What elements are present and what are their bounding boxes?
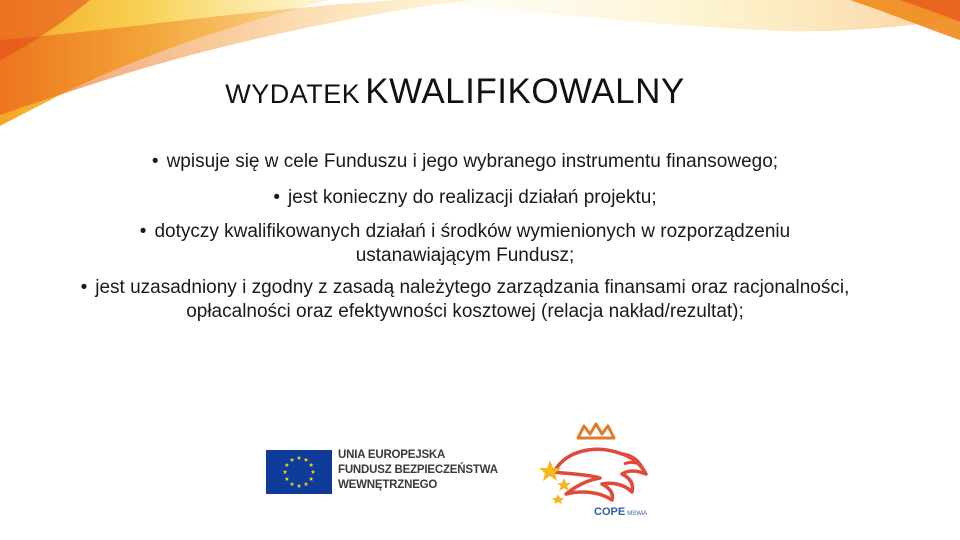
bullet-icon: • xyxy=(273,187,281,208)
title-word-1: WYDATEK xyxy=(225,79,361,109)
slide-title xyxy=(0,72,910,112)
list-item-text: jest uzasadniony i zgodny z zasadą należytego zarządzania finansami oraz racjonalności, opłacalności oraz efektywności kosztowej (relacja nakład/rezultat); xyxy=(95,277,850,322)
list-item xyxy=(70,220,860,268)
cope-eagle-icon xyxy=(536,420,656,504)
title-word-2: KWALIFIKOWALNY xyxy=(365,72,685,111)
cope-name: COPE xyxy=(594,506,626,518)
cope-label xyxy=(594,502,647,520)
eu-label-line-1: UNIA EUROPEJSKA xyxy=(338,449,446,461)
decorative-swoosh xyxy=(0,0,960,140)
eu-fund-logo xyxy=(266,448,536,496)
list-item xyxy=(0,150,930,174)
eu-fund-label xyxy=(338,448,538,493)
list-item-text: dotyczy kwalifikowanych działań i środków wymienionych w rozporządzeniu ustanawiającym Fundusz; xyxy=(154,221,791,266)
list-item-text: wpisuje się w cele Funduszu i jego wybranego instrumentu finansowego; xyxy=(166,151,779,172)
bullet-icon: • xyxy=(80,277,88,298)
bullet-icon: • xyxy=(139,221,147,242)
list-item xyxy=(0,186,930,210)
eu-label-line-3: WEWNĘTRZNEGO xyxy=(338,479,438,491)
eu-label-line-2: FUNDUSZ BEZPIECZEŃSTWA xyxy=(338,464,498,476)
bullet-icon: • xyxy=(151,151,159,172)
list-item-text: jest konieczny do realizacji działań projektu; xyxy=(288,187,657,208)
list-item xyxy=(50,276,880,324)
eu-flag-icon xyxy=(266,450,332,494)
cope-sub: MSWiA xyxy=(627,511,648,517)
cope-logo xyxy=(536,420,656,520)
